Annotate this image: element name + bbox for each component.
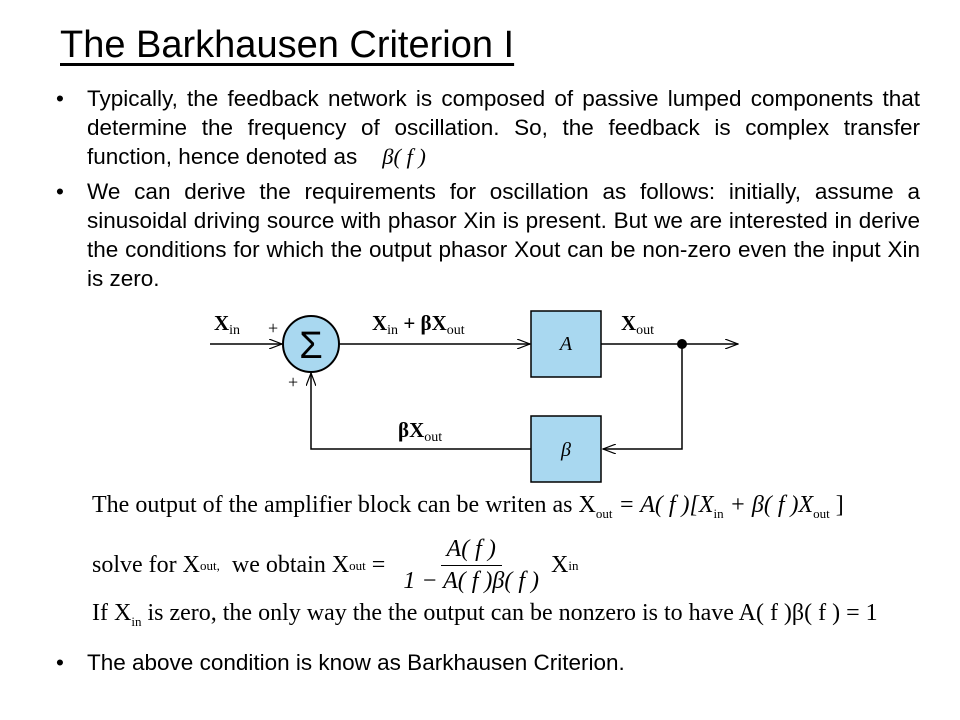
- sigma-symbol: Σ: [299, 325, 323, 367]
- bullet-dot: •: [56, 179, 64, 204]
- sum-output-label: Xin + βXout: [372, 311, 465, 338]
- equation-amplifier-output: The output of the amplifier block can be writen as $X_{out} = A$( f )[$X_{in} + \beta$( f )$X_{out}$ ]: [92, 492, 844, 521]
- feedback-path-right: [603, 344, 682, 449]
- plus-sign-left: +: [288, 372, 299, 392]
- equation-solve-xout: solve for X out, we obtain X out = $\frac{A( f )}{1 - A( f )\beta( f )}$ X in: [92, 536, 579, 594]
- equation-condition: If $X_{in}$ is zero, the only way the the output can be nonzero is to have A( f )β( f ) = 1: [92, 600, 878, 629]
- beta-f-math: β( f ): [382, 144, 426, 169]
- page-title: The Barkhausen Criterion I: [60, 24, 515, 66]
- bullet-barkhausen: [56, 648, 920, 677]
- bullet-dot: •: [56, 86, 64, 111]
- fraction-numerator: A( f ): [441, 536, 502, 566]
- bullet-text: Typically, the feedback network is composed of passive lumped components that determine the frequency of oscillation. So, the feedback is complex transfer function, hence denoted as: [87, 86, 920, 169]
- bullet-text: We can derive the requirements for oscillation as follows: initially, assume a sinusoidal driving source with phasor Xin is present. But we are interested in derive the conditions for which the output phasor Xout can be non-zero even the input Xin is zero.: [87, 179, 920, 291]
- bullet-dot: •: [56, 650, 64, 675]
- bullet-text: The above condition is know as Barkhausen Criterion.: [87, 650, 625, 675]
- fraction-denominator: 1 − A( f )β( f ): [403, 568, 540, 594]
- amplifier-label: A: [559, 333, 573, 355]
- plus-sign-top: +: [268, 318, 279, 338]
- transfer-fraction: [397, 536, 545, 595]
- feedback-label: βXout: [398, 418, 443, 445]
- beta-label: β: [561, 439, 571, 461]
- output-label: Xout: [621, 311, 655, 338]
- input-label: Xin: [214, 311, 241, 338]
